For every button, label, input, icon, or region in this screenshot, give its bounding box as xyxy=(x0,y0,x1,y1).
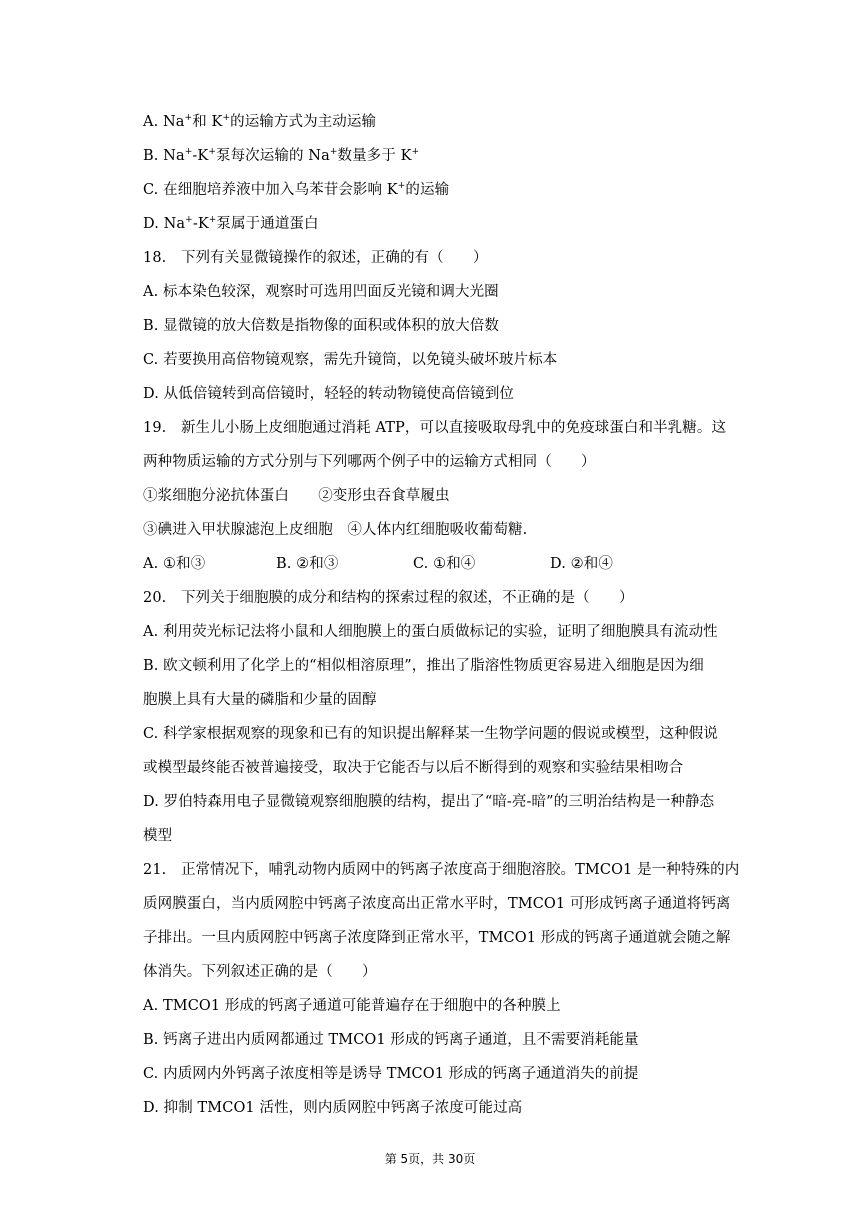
question-20-stem: 20. 下列关于细胞膜的成分和结构的探索过程的叙述，不正确的是（ ） xyxy=(143,590,634,606)
option-18b: B. 显微镜的放大倍数是指物像的面积或体积的放大倍数 xyxy=(143,318,499,334)
option-21d: D. 抑制 TMCO1 活性，则内质网腔中钙离子浓度可能过高 xyxy=(143,1100,523,1116)
question-18-stem: 18. 下列有关显微镜操作的叙述，正确的有（ ） xyxy=(143,250,488,266)
option-18d: D. 从低倍镜转到高倍镜时，轻轻的转动物镜使高倍镜到位 xyxy=(143,386,515,402)
question-19-options xyxy=(143,554,613,574)
option-18a: A. 标本染色较深，观察时可选用凹面反光镜和调大光圈 xyxy=(143,284,499,300)
question-19-items-2: ③碘进入甲状腺滤泡上皮细胞 ④人体内红细胞吸收葡萄糖. xyxy=(143,522,528,538)
option-20a: A. 利用荧光标记法将小鼠和人细胞膜上的蛋白质做标记的实验，证明了细胞膜具有流动性 xyxy=(143,624,718,640)
option-19b: B. ②和③ xyxy=(276,556,339,572)
option-19a: A. ①和③ xyxy=(143,556,206,572)
option-17a: A. Na+和 K+的运输方式为主动运输 xyxy=(143,113,377,130)
option-20b-1: B. 欧文顿利用了化学上的“相似相溶原理”，推出了脂溶性物质更容易进入细胞是因为细 xyxy=(143,658,704,674)
question-19-items-1: ①浆细胞分泌抗体蛋白 ②变形虫吞食草履虫 xyxy=(143,488,450,504)
question-19-stem-2: 两种物质运输的方式分别与下列哪两个例子中的运输方式相同（ ） xyxy=(143,454,596,470)
option-17c: C. 在细胞培养液中加入乌苯苷会影响 K+的运输 xyxy=(143,181,450,198)
option-20c-2: 或模型最终能否被普遍接受，取决于它能否与以后不断得到的观察和实验结果相吻合 xyxy=(143,760,684,776)
question-21-stem-2: 质网膜蛋白，当内质网腔中钙离子浓度高出正常水平时，TMCO1 可形成钙离子通道将钙离 xyxy=(143,896,731,912)
option-20d-2: 模型 xyxy=(143,828,173,844)
option-20c-1: C. 科学家根据观察的现象和已有的知识提出解释某一生物学问题的假说或模型，这种假说 xyxy=(143,726,718,742)
option-20d-1: D. 罗伯特森用电子显微镜观察细胞膜的结构，提出了“暗-亮-暗”的三明治结构是一种静态 xyxy=(143,794,715,810)
option-21c: C. 内质网内外钙离子浓度相等是诱导 TMCO1 形成的钙离子通道消失的前提 xyxy=(143,1066,639,1082)
option-17b: B. Na+-K+泵每次运输的 Na+数量多于 K+ xyxy=(143,147,420,164)
option-21b: B. 钙离子进出内质网都通过 TMCO1 形成的钙离子通道，且不需要消耗能量 xyxy=(143,1032,639,1048)
option-20b-2: 胞膜上具有大量的磷脂和少量的固醇 xyxy=(143,692,377,708)
option-19c: C. ①和④ xyxy=(413,556,476,572)
option-19d: D. ②和④ xyxy=(550,556,613,572)
question-19-stem-1: 19. 新生儿小肠上皮细胞通过消耗 ATP，可以直接吸取母乳中的免疫球蛋白和半乳糖。这 xyxy=(143,420,727,436)
page-footer: 第 5页，共 30页 xyxy=(384,1152,476,1166)
option-18c: C. 若要换用高倍物镜观察，需先升镜筒，以免镜头破坏玻片标本 xyxy=(143,352,558,368)
question-21-stem-3: 子排出。一旦内质网腔中钙离子浓度降到正常水平，TMCO1 形成的钙离子通道就会随之解 xyxy=(143,930,731,946)
option-21a: A. TMCO1 形成的钙离子通道可能普遍存在于细胞中的各种膜上 xyxy=(143,998,561,1014)
question-21-stem-1: 21. 正常情况下，哺乳动物内质网中的钙离子浓度高于细胞溶胶。TMCO1 是一种特殊的内 xyxy=(143,862,740,878)
question-21-stem-4: 体消失。下列叙述正确的是（ ） xyxy=(143,964,377,980)
option-17d: D. Na+-K+泵属于通道蛋白 xyxy=(143,215,319,232)
